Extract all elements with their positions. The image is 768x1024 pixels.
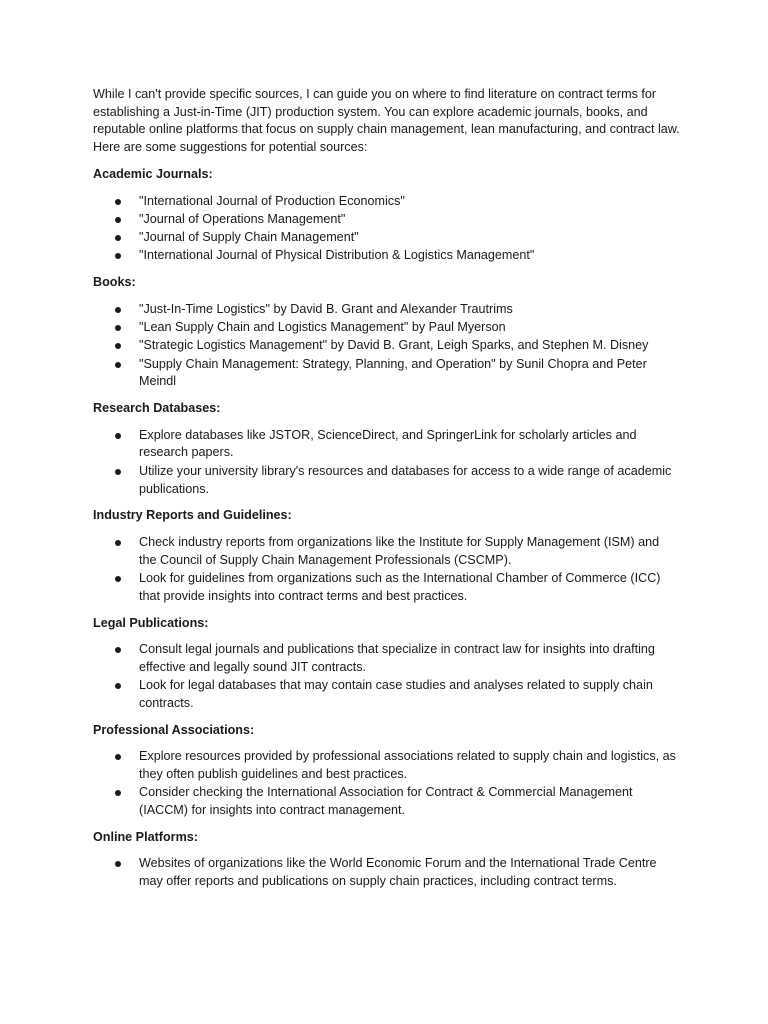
section-heading: Online Platforms: — [93, 829, 198, 844]
list-item — [93, 427, 680, 463]
list-item-text: "Just-In-Time Logistics" by David B. Grant and Alexander Trautrims — [139, 301, 513, 316]
list-item — [93, 193, 680, 211]
intro-paragraph: While I can't provide specific sources, I can guide you on where to find literature on contract terms for establishing a Just-in-Time (JIT) production system. You can explore academic journals, books, and reputable online platforms that focus on supply chain management, lean manufacturing, and contract law. Here are some suggestions for potential sources: — [93, 87, 680, 154]
list-item — [93, 319, 680, 337]
bullet-icon — [115, 343, 121, 349]
list-item — [93, 301, 680, 319]
list-item — [93, 641, 680, 677]
bullet-icon — [115, 325, 121, 331]
list-item-text: Consider checking the International Association for Contract & Commercial Management (IACCM) for insights into contract management. — [139, 785, 633, 818]
list-item-text: "Strategic Logistics Management" by David B. Grant, Leigh Sparks, and Stephen M. Disney — [139, 338, 649, 353]
section-heading: Research Databases: — [93, 401, 221, 416]
bullet-icon — [115, 861, 121, 867]
section — [93, 507, 680, 605]
section-heading: Legal Publications: — [93, 615, 209, 630]
list-item-text: Explore resources provided by professional associations related to supply chain and logistics, as they often publish guidelines and best practices. — [139, 749, 676, 782]
list-item — [93, 855, 680, 891]
bullet-icon — [115, 362, 121, 368]
bullet-icon — [115, 433, 121, 439]
section — [93, 615, 680, 713]
list-item — [93, 247, 680, 265]
bullet-list — [93, 193, 680, 266]
list-item-text: Look for legal databases that may contain case studies and analyses related to supply chain contracts. — [139, 678, 653, 710]
list-item-text: "Journal of Supply Chain Management" — [139, 230, 359, 245]
sections-container — [93, 166, 680, 891]
bullet-list — [93, 748, 680, 820]
bullet-list — [93, 301, 680, 391]
list-item-text: Websites of organizations like the World Economic Forum and the International Trade Centre may offer reports and publications on supply chain practices, including contract terms. — [139, 856, 657, 889]
list-item-text: Check industry reports from organizations like the Institute for Supply Management (ISM) and the Council of Supply Chain Management Professionals (CSCMP). — [139, 534, 660, 567]
bullet-icon — [115, 199, 121, 205]
section-heading: Professional Associations: — [93, 722, 255, 737]
list-item — [93, 337, 680, 355]
bullet-icon — [115, 235, 121, 241]
bullet-icon — [115, 540, 121, 546]
list-item-text: "International Journal of Production Economics" — [139, 193, 405, 208]
list-item-text: "Journal of Operations Management" — [139, 211, 346, 226]
list-item-text: Utilize your university library's resources and databases for access to a wide range of academic publications. — [139, 463, 672, 496]
bullet-icon — [115, 469, 121, 475]
bullet-list — [93, 641, 680, 713]
bullet-icon — [115, 576, 121, 582]
bullet-list — [93, 427, 680, 499]
list-item-text: Consult legal journals and publications that specialize in contract law for insights into drafting effective and legally sound JIT contracts. — [139, 642, 655, 674]
section — [93, 166, 680, 265]
list-item — [93, 784, 680, 820]
section-heading: Academic Journals: — [93, 167, 213, 181]
section — [93, 829, 680, 891]
section — [93, 722, 680, 820]
list-item-text: Explore databases like JSTOR, ScienceDirect, and SpringerLink for scholarly articles and research papers. — [139, 427, 637, 460]
bullet-list — [93, 534, 680, 606]
list-item — [93, 677, 680, 713]
list-item — [93, 748, 680, 784]
bullet-icon — [115, 754, 121, 760]
section — [93, 400, 680, 498]
list-item — [93, 211, 680, 229]
section-heading: Books: — [93, 275, 136, 290]
list-item — [93, 229, 680, 247]
section-heading: Industry Reports and Guidelines: — [93, 508, 292, 523]
bullet-list — [93, 855, 680, 891]
bullet-icon — [115, 647, 121, 653]
bullet-icon — [115, 683, 121, 689]
list-item-text: "Lean Supply Chain and Logistics Management" by Paul Myerson — [139, 319, 506, 334]
list-item-text: Look for guidelines from organizations such as the International Chamber of Commerce (ICC) that provide insights into contract terms and best practices. — [139, 570, 661, 603]
list-item — [93, 463, 680, 499]
list-item — [93, 534, 680, 570]
list-item — [93, 570, 680, 606]
bullet-icon — [115, 790, 121, 796]
list-item-text: "International Journal of Physical Distribution & Logistics Management" — [139, 248, 535, 263]
section — [93, 274, 680, 391]
bullet-icon — [115, 253, 121, 259]
bullet-icon — [115, 217, 121, 223]
list-item — [93, 356, 680, 392]
bullet-icon — [115, 307, 121, 313]
list-item-text: "Supply Chain Management: Strategy, Planning, and Operation" by Sunil Chopra and Peter Meindl — [139, 356, 647, 389]
